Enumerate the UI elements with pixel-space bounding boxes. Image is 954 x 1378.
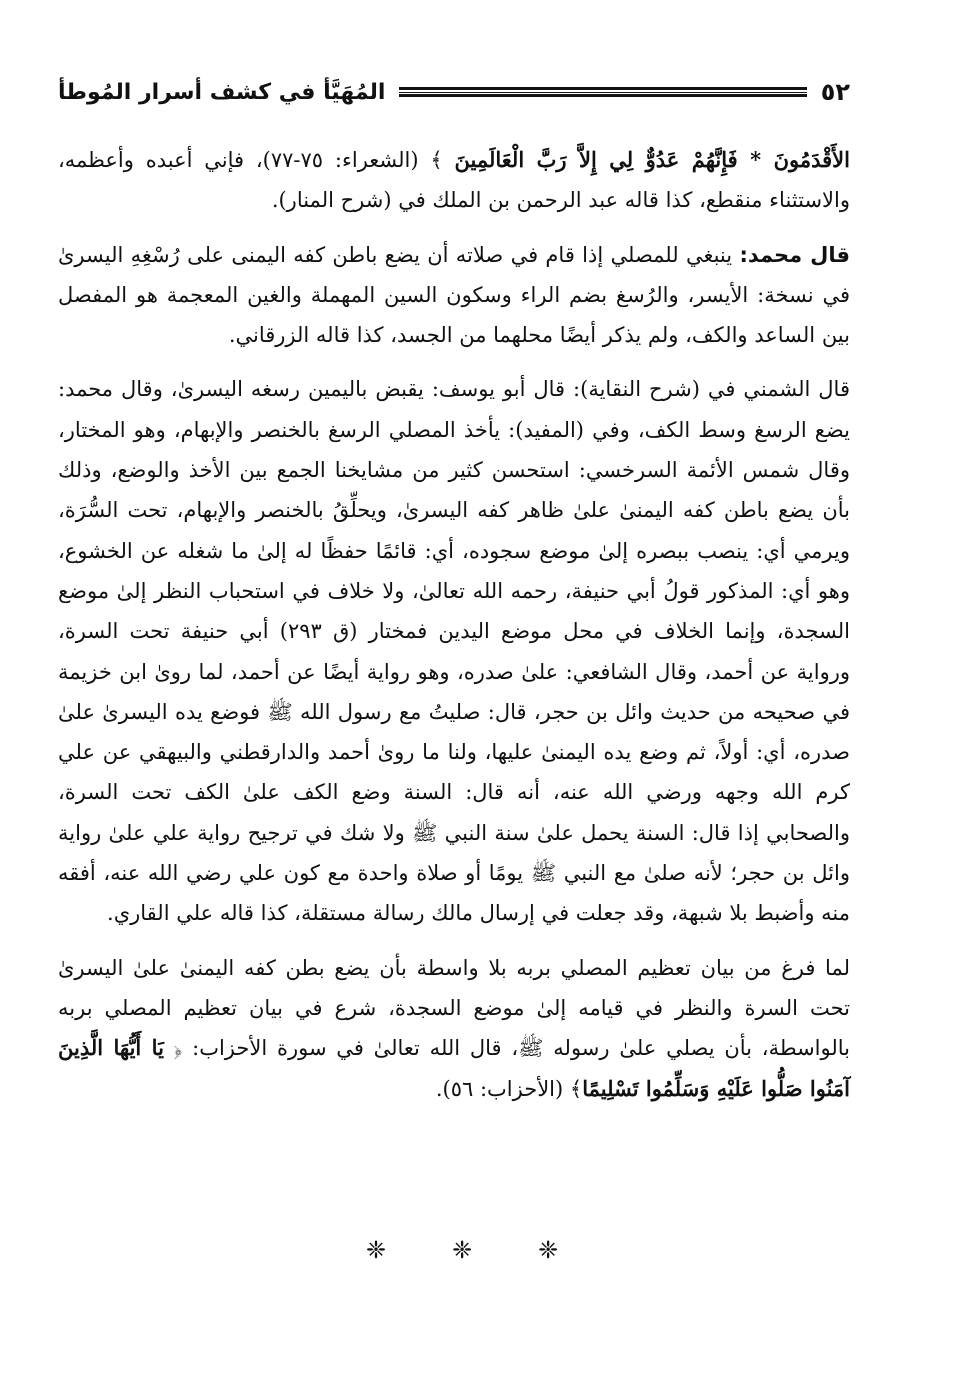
header-rule	[399, 87, 806, 97]
ornament-star: ❈	[365, 1236, 416, 1264]
book-title: المُهَيَّأ في كشف أسرار المُوطأ	[58, 79, 386, 105]
page-number: ٥٢	[820, 78, 850, 106]
section-ornament	[0, 1236, 954, 1264]
quran-verse: يَا أَيُّهَا الَّذِينَ آمَنُوا صَلُّوا عَلَيْهِ وَسَلِّمُوا تَسْلِيمًا	[58, 1035, 850, 1101]
quran-verse: الأَقْدَمُونَ * فَإِنَّهُمْ عَدُوٌّ لِي إِلاَّ رَبَّ الْعَالَمِينَ	[454, 147, 850, 172]
page-header	[58, 72, 850, 112]
paragraph-3	[58, 369, 850, 933]
verse-reference: ﴾ (الأحزاب: ٥٦).	[435, 1076, 583, 1101]
paragraph-2	[58, 235, 850, 356]
ornament-star: ❈	[538, 1236, 589, 1264]
paragraph-text: قال الشمني في (شرح النقاية): قال أبو يوسف: يقبض باليمين رسغه اليسرىٰ، وقال محمد: يضع الرسغ وسط الكف، وفي (المفيد): يأخذ المصلي الرسغ بالخنصر والإبهام، وهو المختار، وقال شمس الأئمة السرخسي: استحسن كثير من مشايخنا الجمع بين الأخذ والوضع، وذلك بأن يضع باطن كفه اليمنىٰ علىٰ ظاهر كفه اليسرىٰ، ويحلِّقُ بالخنصر والإبهام، تحت السُّرَة، ويرمي أي: ينصب ببصره إلىٰ موضع سجوده، أي: قائمًا حفظًا له إلىٰ ما شغله عن الخشوع، وهو أي: المذكور قولُ أبي حنيفة، رحمه الله تعالىٰ، ولا خلاف في استحباب النظر إلىٰ موضع السجدة، وإنما الخلاف في محل موضع اليدين فمختار (ق ٢٩٣) أبي حنيفة تحت السرة، ورواية عن أحمد، وقال الشافعي: علىٰ صدره، وهو رواية أيضًا عن أحمد، لما روىٰ ابن خزيمة في صحيحه من حديث وائل بن حجر، قال: صليتُ مع رسول الله ﷺ فوضع يده اليسرىٰ علىٰ صدره، أي: أولاً، ثم وضع يده اليمنىٰ عليها، ولنا ما روىٰ أحمد والدارقطني والبيهقي عن علي كرم الله وجهه ورضي الله عنه، أنه قال: السنة وضع الكف علىٰ الكف تحت السرة، والصحابي إذا قال: السنة يحمل علىٰ سنة النبي ﷺ ولا شك في ترجيح رواية علي علىٰ رواية وائل بن حجر؛ لأنه صلىٰ مع النبي ﷺ يومًا أو صلاة واحدة مع كون علي رضي الله عنه، أفقه منه وأضبط بلا شبهة، وقد جعلت في إرسال مالك رسالة مستقلة، كذا قاله علي القاري.	[58, 377, 851, 926]
paragraph-text: ﴾ (الشعراء: ٧٥-٧٧)، فإني أعبده وأعظمه، والاستثناء منقطع، كذا قاله عبد الرحمن بن الملك في (شرح المنار).	[58, 148, 850, 213]
paragraph-1	[58, 140, 850, 221]
ornament-star: ❈	[451, 1236, 503, 1264]
paragraph-lead: قال محمد:	[739, 242, 850, 267]
page-body	[58, 140, 850, 1109]
paragraph-text: ينبغي للمصلي إذا قام في صلاته أن يضع باطن كفه اليمنى على رُسْغِهِ اليسرىٰ في نسخة: الأيسر، والرُسغ بضم الراء وسكون السين المهملة والغين المعجمة هو المفصل بين الساعد والكف، ولم يذكر أيضًا محلهما من الجسد، كذا قاله الزرقاني.	[58, 242, 850, 348]
paragraph-text: لما فرغ من بيان تعظيم المصلي بربه بلا واسطة بأن يضع بطن كفه اليمنىٰ علىٰ اليسرىٰ تحت السرة والنظر في قيامه إلىٰ موضع السجدة، شرع في بيان تعظيم المصلي بربه بالواسطة، بأن يصلي علىٰ رسوله ﷺ، قال الله تعالىٰ في سورة الأحزاب: ﴿	[58, 955, 850, 1061]
paragraph-4	[58, 948, 850, 1109]
